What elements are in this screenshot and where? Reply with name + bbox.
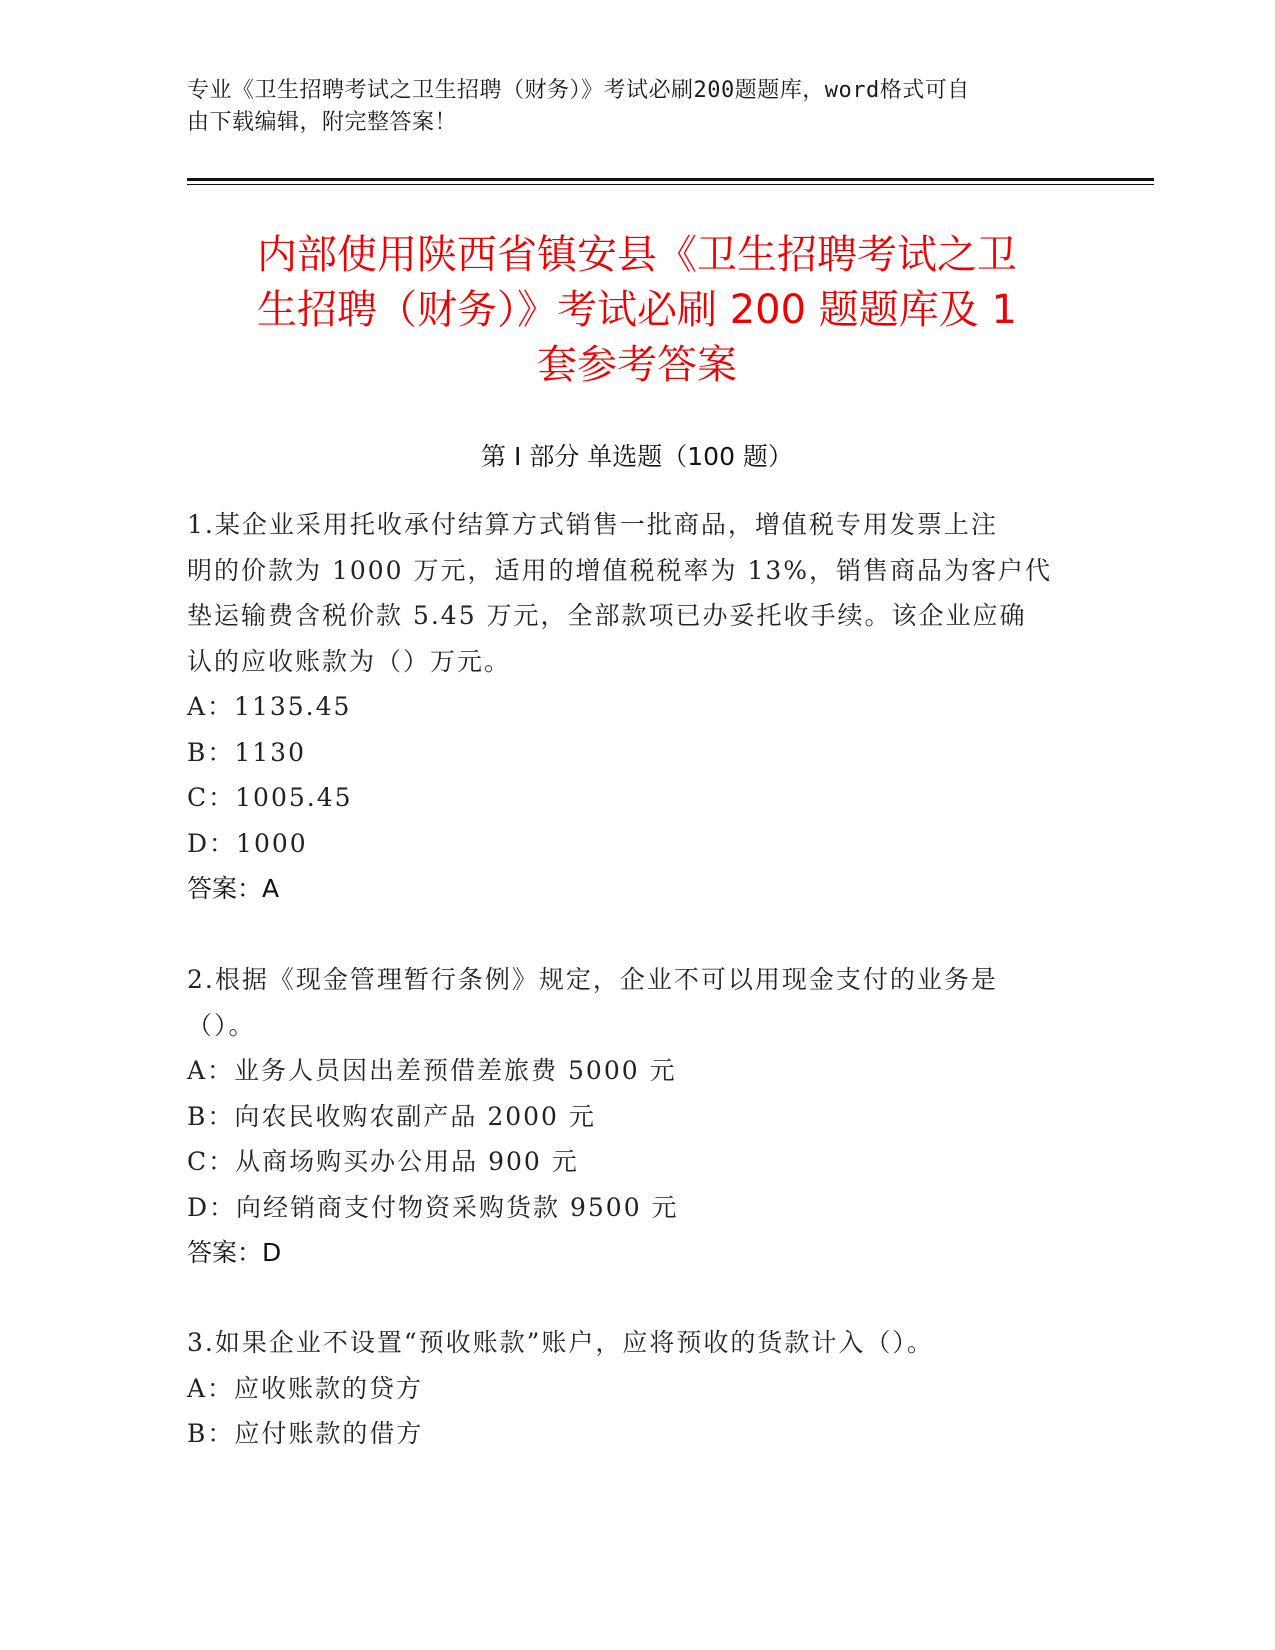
question-stem-line: （）。 (187, 1010, 256, 1040)
option-a: A：应收账款的贷方 (187, 1373, 424, 1403)
option-c: C：从商场购买办公用品 900 元 (187, 1147, 579, 1176)
question-stem-line: 3.如果企业不设置“预收账款”账户，应将预收的货款计入（）。 (187, 1328, 934, 1357)
title-line: 生招聘（财务）》考试必刷 200 题题库及 1 (257, 287, 1017, 333)
question-3 (187, 1320, 1077, 1457)
option-d: D：向经销商支付物资采购货款 9500 元 (187, 1192, 679, 1222)
option-b: B：向农民收购农副产品 2000 元 (187, 1101, 596, 1131)
option-b: B：应付账款的借方 (187, 1419, 424, 1448)
title-line: 套参考答案 (537, 342, 737, 388)
question-stem-line: 2.根据《现金管理暂行条例》规定，企业不可以用现金支付的业务是 (187, 965, 998, 994)
header-divider-thin (187, 184, 1154, 185)
question-1 (187, 502, 1077, 912)
title-line: 内部使用陕西省镇安县《卫生招聘考试之卫 (257, 232, 1017, 278)
header-note-line: 由下载编辑，附完整答案！ (187, 110, 458, 135)
question-stem-line: 明的价款为 1000 万元，适用的增值税税率为 13%，销售商品为客户代 (187, 555, 1053, 585)
option-d: D：1000 (187, 828, 308, 858)
option-a: A：1135.45 (187, 692, 352, 721)
question-stem-line: 垫运输费含税价款 5.45 万元，全部款项已办妥托收手续。该企业应确 (187, 601, 1027, 630)
header-note-line: 专业《卫生招聘考试之卫生招聘（财务）》考试必刷200题题库，word格式可自 (187, 78, 970, 103)
answer-label: 答案：A (187, 874, 280, 903)
option-b: B：1130 (187, 737, 306, 767)
question-stem-line: 认的应收账款为（）万元。 (187, 646, 512, 676)
header-note (187, 75, 1067, 139)
option-a: A：业务人员因出差预借差旅费 5000 元 (187, 1056, 677, 1085)
header-divider-thick (187, 178, 1154, 181)
document-title (187, 228, 1087, 393)
answer-label: 答案：D (187, 1238, 282, 1267)
question-2 (187, 957, 1077, 1276)
question-stem-line: 1.某企业采用托收承付结算方式销售一批商品，增值税专用发票上注 (187, 510, 998, 539)
section-heading: 第 I 部分 单选题（100 题） (481, 442, 793, 471)
option-c: C：1005.45 (187, 783, 353, 812)
